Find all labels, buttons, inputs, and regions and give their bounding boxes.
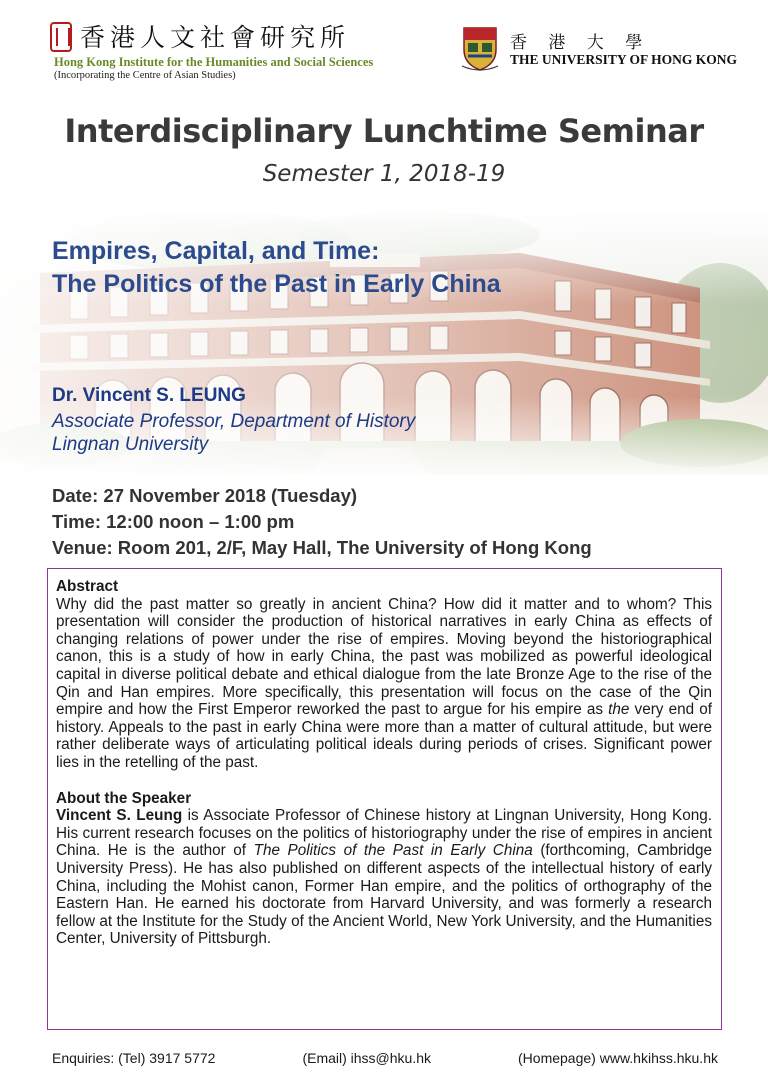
ihss-seal-logo: [50, 22, 72, 52]
speaker-name: Dr. Vincent S. LEUNG: [52, 385, 246, 406]
abstract-heading: Abstract: [56, 578, 119, 595]
abstract-text: [56, 596, 712, 772]
abstract-text-part-1: Why did the past matter so greatly in ancient China? How did it matter and to whom? This presentation will consider the production of historical narratives in early China as effects of changing relations of power under the rise of empires. Moving beyond the historiographical canon, this is a study of how in early China, the past was mobilized as powerful ideological capital in diverse political debate and ethical dialogue from the late Bronze Age to the rise of the Qin and Han empires. More specifically, this presentation will focus on the case of the Qin empire and how the First Emperor reworked the past to argue for his empire as: [56, 595, 712, 719]
hku-english-name: THE UNIVERSITY OF HONG KONG: [510, 52, 738, 67]
footer: [52, 1050, 718, 1066]
speaker-bio-part-1: is Associate Professor of Chinese history at Lingnan University, Hong Kong. His current research focuses on the politics of historiography under the rise of empires in ancient China. He is the author of: [56, 807, 712, 860]
ihss-english-name: Hong Kong Institute for the Humanities and Social Sciences: [54, 55, 374, 69]
semester-label: Semester 1, 2018-19: [262, 161, 506, 187]
abstract-content: [56, 578, 712, 948]
talk-title-line-2: The Politics of the Past in Early China: [52, 270, 501, 298]
speaker-affiliation: Lingnan University: [52, 434, 209, 455]
footer-enquiries: Enquiries: (Tel) 3917 5772: [52, 1050, 216, 1066]
speaker-bio-name: Vincent S. Leung: [56, 807, 183, 825]
abstract-text-part-2: very end of history. Appeals to the past in early China were more than a matter of cultural attitude, but were rather deliberate ways of articulating political ideals during periods of crises. Significant power lies in the retelling of the past.: [56, 701, 712, 771]
hku-chinese-name: 香 港 大 學: [510, 33, 651, 53]
talk-title: [52, 235, 501, 301]
footer-homepage[interactable]: (Homepage) www.hkihss.hku.hk: [518, 1050, 718, 1066]
speaker-role: [52, 410, 415, 456]
ihss-chinese-name: 香港人文社會研究所: [80, 23, 351, 52]
event-venue: Venue: Room 201, 2/F, May Hall, The University of Hong Kong: [52, 537, 592, 558]
speaker-bio-text: [56, 807, 712, 948]
speaker-bio-part-2: (forthcoming, Cambridge University Press). He has also published on different aspects of the intellectual history of early China, including the Mohist canon, Former Han empire, and the politics of orthography of the Eastern Han. He earned his doctorate from Harvard University, and was formerly a research fellow at the Institute for the Study of the Ancient World, New York University, and the Humanities Center, University of Pittsburgh.: [56, 842, 712, 948]
hku-crest-logo: [460, 24, 500, 72]
abstract-emphasis: the: [608, 701, 630, 719]
speaker-bio-heading: About the Speaker: [56, 789, 192, 807]
event-date: Date: 27 November 2018 (Tuesday): [52, 485, 358, 506]
seminar-title: Interdisciplinary Lunchtime Seminar: [64, 112, 704, 150]
talk-title-line-1: Empires, Capital, and Time:: [52, 237, 380, 265]
speaker-title: Associate Professor, Department of History: [52, 411, 416, 432]
event-time: Time: 12:00 noon – 1:00 pm: [52, 511, 295, 532]
footer-email[interactable]: (Email) ihss@hku.hk: [302, 1050, 432, 1066]
event-details: [52, 483, 592, 561]
ihss-subtitle: (Incorporating the Centre of Asian Studies): [54, 70, 236, 81]
speaker-bio-book-title: The Politics of the Past in Early China: [253, 842, 533, 860]
